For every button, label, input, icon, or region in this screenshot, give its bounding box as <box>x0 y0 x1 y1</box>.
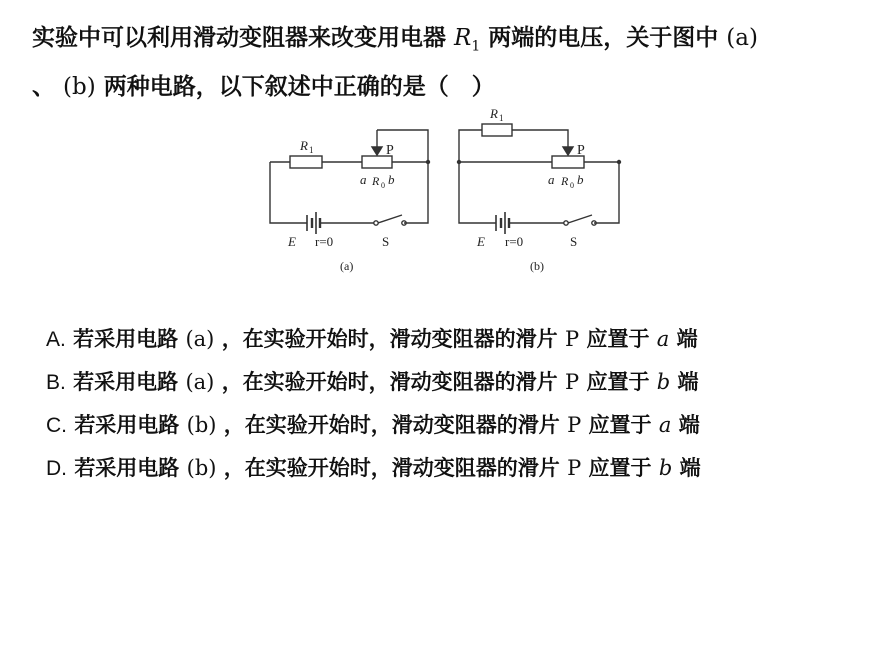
option-text: 若采用电路 <box>73 370 179 394</box>
option-text-4: 端 <box>678 413 700 437</box>
end-b-label-a: b <box>388 172 395 187</box>
resistor-r1-b <box>482 124 512 136</box>
option-circuit-tag: (b) <box>186 413 217 437</box>
option-d[interactable] <box>46 447 866 490</box>
option-circuit-tag: (a) <box>185 327 215 351</box>
question-text-2: 两端的电压，关于图中 <box>488 25 719 51</box>
option-text-2: ，在实验开始时，滑动变阻器的滑片 <box>223 456 560 480</box>
circuit-b-tag: (b) <box>63 73 96 100</box>
r1-label-a: R <box>300 138 308 153</box>
r1-symbol: R <box>454 25 472 51</box>
option-slider-p: P <box>565 327 580 351</box>
switch-s-b <box>568 215 592 223</box>
option-text: 若采用电路 <box>74 456 180 480</box>
question-separator: 、 <box>32 73 55 100</box>
end-b-label-b: b <box>577 172 584 187</box>
option-end: a <box>656 327 670 351</box>
r0-sub-b: 0 <box>570 181 574 190</box>
option-text-3: 应置于 <box>588 456 652 480</box>
emf-label-b: E <box>477 234 485 249</box>
option-text: 若采用电路 <box>74 413 180 437</box>
emf-label-a: E <box>288 234 296 249</box>
option-text-3: 应置于 <box>588 413 652 437</box>
switch-s-a <box>378 215 402 223</box>
option-text-4: 端 <box>677 370 699 394</box>
circuit-b <box>459 124 619 234</box>
r1-subscript: 1 <box>471 38 481 55</box>
end-a-label-a: a <box>360 172 367 187</box>
option-text-3: 应置于 <box>586 370 650 394</box>
option-text-3: 应置于 <box>586 327 650 351</box>
option-label: B. <box>46 371 66 394</box>
option-text-4: 端 <box>679 456 701 480</box>
option-label: D. <box>46 457 67 480</box>
option-text-2: ，在实验开始时，滑动变阻器的滑片 <box>221 370 558 394</box>
circuit-diagram <box>262 102 632 277</box>
slider-arrow-b <box>563 147 573 155</box>
option-circuit-tag: (a) <box>185 370 215 394</box>
option-text-4: 端 <box>676 327 698 351</box>
question-line-1 <box>32 18 877 67</box>
question-stem <box>32 18 877 107</box>
switch-label-b: S <box>570 234 578 249</box>
r1-label-b: R <box>490 106 498 121</box>
question-text: 实验中可以利用滑动变阻器来改变用电器 <box>32 25 446 51</box>
figure-b-caption: (b) <box>530 259 544 273</box>
switch-label-a: S <box>382 234 390 249</box>
resistor-r1-a <box>290 156 322 168</box>
option-slider-p: P <box>565 370 580 394</box>
option-label: C. <box>46 414 67 437</box>
option-text-2: ，在实验开始时，滑动变阻器的滑片 <box>223 413 560 437</box>
slider-p-label-a: P <box>386 143 394 158</box>
question-line-2 <box>32 67 877 107</box>
option-label: A. <box>46 328 66 351</box>
option-slider-p: P <box>567 456 582 480</box>
r0-sub-a: 0 <box>381 181 385 190</box>
option-end: b <box>658 456 673 480</box>
internal-r-label-a: r=0 <box>315 234 334 249</box>
option-end: a <box>658 413 672 437</box>
option-end: b <box>656 370 671 394</box>
question-text-3: 两种电路，以下叙述中正确的是（ ） <box>103 73 495 100</box>
answer-options <box>46 318 866 490</box>
circuit-a <box>270 130 428 234</box>
option-text-2: ，在实验开始时，滑动变阻器的滑片 <box>221 327 558 351</box>
option-text: 若采用电路 <box>73 327 179 351</box>
r0-label-a: R <box>372 174 380 188</box>
circuit-a-tag: (a) <box>726 25 758 51</box>
end-a-label-b: a <box>548 172 555 187</box>
option-c[interactable] <box>46 404 866 447</box>
figure-a-caption: (a) <box>340 259 354 273</box>
circuit-figure <box>262 102 632 277</box>
option-b[interactable] <box>46 361 866 404</box>
option-circuit-tag: (b) <box>186 456 217 480</box>
r1-sub-b: 1 <box>499 113 504 123</box>
option-a[interactable] <box>46 318 866 361</box>
slider-arrow-a <box>372 147 382 155</box>
r1-sub-a: 1 <box>309 145 314 155</box>
internal-r-label-b: r=0 <box>505 234 524 249</box>
slider-p-label-b: P <box>577 143 585 158</box>
r0-label-b: R <box>561 174 569 188</box>
option-slider-p: P <box>567 413 582 437</box>
